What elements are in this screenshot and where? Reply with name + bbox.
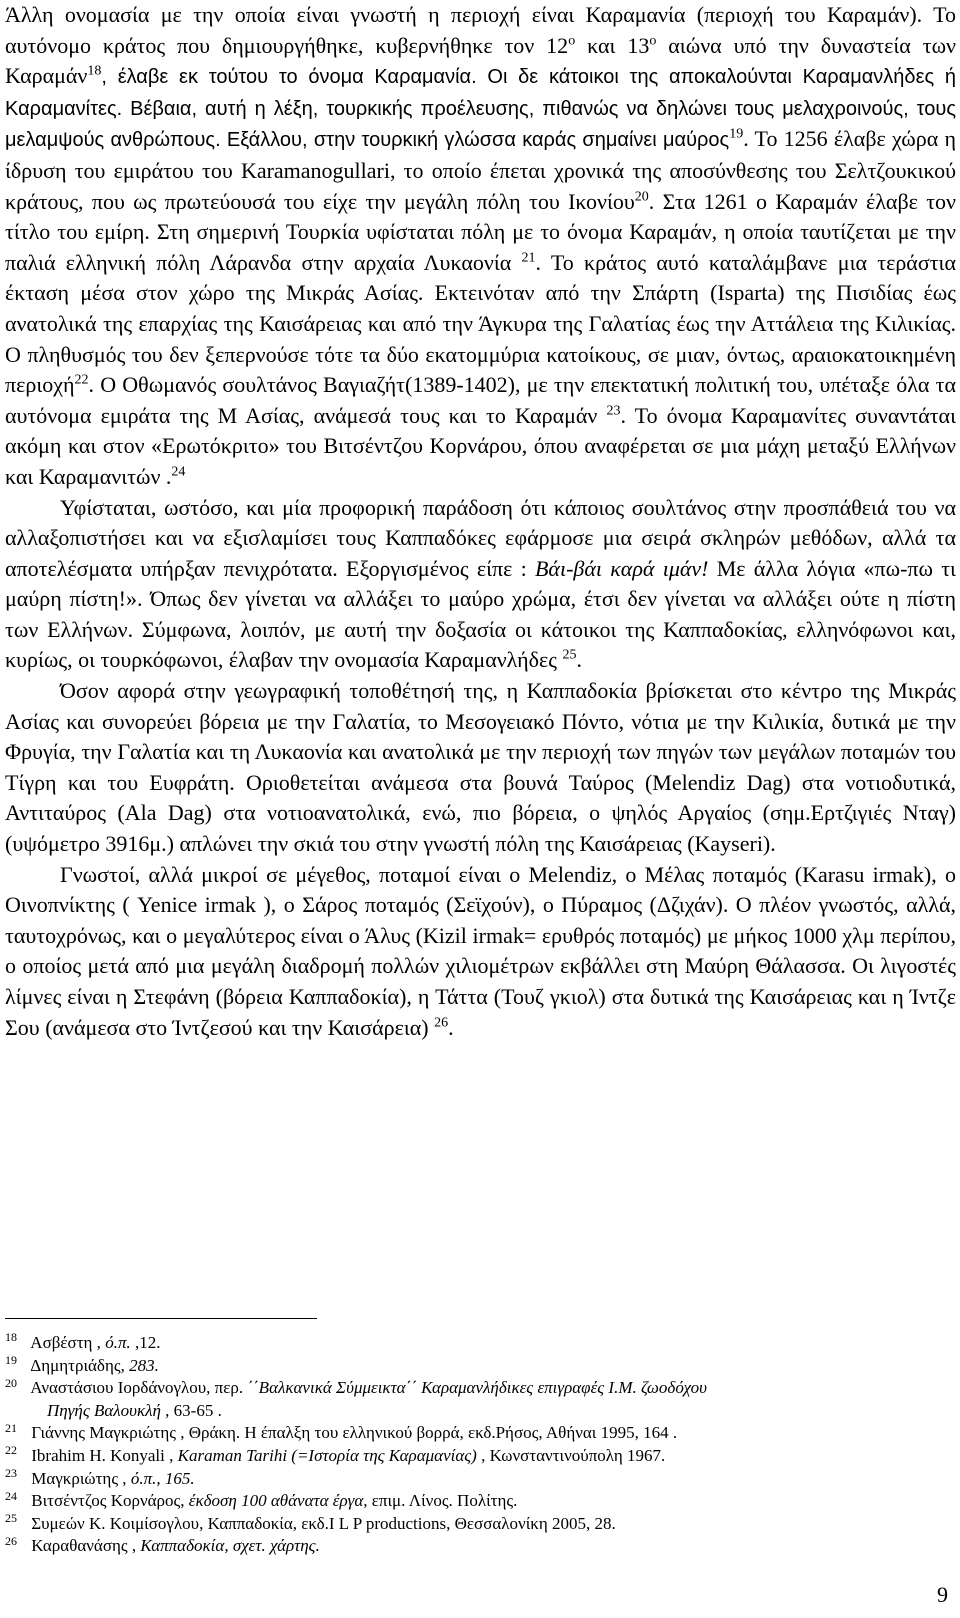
paragraph	[5, 493, 956, 677]
italic-text: Βάι-βάι καρά ιμάν!	[534, 555, 709, 581]
footnote-separator	[5, 1318, 317, 1319]
text-run: . Το όνομα Καραμανίτες συναντάται ακόμη και στον «Ερωτόκριτο» του Βιτσέντζου Κορνάρου, όπου αναφέρεται σε μια μάχη μεταξύ Ελλήνων και Καραμανιτών .	[5, 402, 957, 489]
footnote-reference: 26	[434, 1015, 449, 1031]
text-run: Ibrahim H. Konyali ,	[27, 1445, 178, 1465]
paragraph	[5, 0, 956, 493]
footnote-reference: 24	[171, 464, 186, 480]
italic-text: ό.π.	[105, 1333, 131, 1352]
footnote-reference: ο	[568, 33, 576, 49]
footnote: 20 Αναστάσιου Ιορδάνογλου, περ. ΄΄Βαλκανικά Σύμμεικτα΄΄ Καραμανλήδικες επιγραφές Ι.Μ. ζωοδόχου	[5, 1375, 707, 1398]
footnote: 19 Δημητριάδης, 283.	[5, 1352, 159, 1375]
text-run: , επιμ. Λίνος. Πολίτης.	[363, 1491, 518, 1511]
text-run: Συμεών Κ. Κοιμίσογλου, Καππαδοκία, εκδ.Ι L P productions, Θεσσαλονίκη 2005, 28.	[27, 1513, 616, 1533]
text-run: Βιτσέντζος Κορνάρος,	[27, 1491, 189, 1511]
footnote-reference: 23	[606, 403, 621, 419]
text-run: Άλλη ονομασία με την οποία είναι γνωστή η περιοχή είναι Καραμανία (περιοχή του Καραμάν). Το αυτόνομο κράτος που δημιουργήθηκε, κυβερνήθηκε τον 12	[5, 2, 956, 58]
text-run: . Το κράτος αυτό καταλάμβανε μια τεράστια έκταση μέσα στον χώρο της Μικράς Ασίας. Εκτεινόταν από την Σπάρτη (Isparta) της Πισιδίας έως ανατολικά της επαρχίας της Καισάρειας και από την Άγκυρα της Γαλατίας έως την Αττάλεια της Κιλικίας. Ο πληθυσμός του δεν ξεπερνούσε τότε τα δύο εκατομμύρια κατοίκους, σε μιαν, όντως, αραιοκατοικημένη περιοχή	[5, 249, 956, 398]
italic-text: ό.π., 165.	[130, 1468, 195, 1488]
page-number: 9	[937, 1582, 948, 1607]
text-run: και 13	[575, 32, 650, 58]
footnote-reference: 25	[562, 648, 577, 664]
footnote: 18 Ασβέστη , ό.π. ,12.	[5, 1330, 161, 1352]
text-run: Γιάννης Μαγκριώτης , Θράκη. Η έπαλξη του ελληνικού βορρά, εκδ.Ρήσος, Αθήναι 1995, 164 .	[27, 1423, 678, 1443]
text-run: Γνωστοί, αλλά μικροί σε μέγεθος, ποταμοί είναι ο Melendiz, ο Μέλας ποταμός (Karasu irmak), ο Οινοπνίκτης ( Yenice irmak ), ο Σάρος ποταμός (Σεϊχούν), ο Πύραμος (Δζιχάν). Ο πλέον γνωστός, αλλά, ταυτοχρόνως, και ο μεγαλύτερος είναι ο Άλυς (Kizil irmak= ερυθρός ποταμός) με μήκος 1000 χλμ περίπου, ο οποίος μετά από μια μεγάλη διαδρομή πολλών χιλιομέτρων εκβάλλει στη Μαύρη Θάλασσα. Οι λιγοστές λίμνες είναι η Στεφάνη (βόρεια Καππαδοκία), η Τάττα (Τουζ γκιολ) στα δυτικά της Καισάρειας και η Ίντζε Σου (ανάμεσα στο Ίντζεσού και την Καισάρεια)	[5, 861, 956, 1040]
italic-text: 283.	[129, 1355, 159, 1375]
footnote-reference: 22	[74, 372, 89, 388]
text-run: Καραθανάσης ,	[27, 1536, 141, 1556]
footnotes	[5, 1332, 945, 1558]
text-run: , Κωνσταντινούπολη 1967.	[476, 1445, 666, 1465]
footnote-reference: 20	[634, 189, 649, 205]
text-run: Όσον αφορά στην γεωγραφική τοποθέτησή της, η Καππαδοκία βρίσκεται στο κέντρο της Μικράς Ασίας και συνορεύει βόρεια με την Γαλατία, το Μεσογειακό Πόντο, νότια με την Κιλικία, δυτικά με την Φρυγία, την Γαλατία και τη Λυκαονία και ανατολικά με την περιοχή των πηγών των μεγάλων ποταμών του Τίγρη και του Ευφράτη. Οριοθετείται ανάμεσα στα βουνά Ταύρος (Melendiz Dag) στα νοτιοδυτικά, Αντιταύρος (Ala Dag) στα νοτιοανατολικά, ενώ, πιο βόρεια, ο ψηλός Αργαίος (σημ.Ερτζιγιές Νταγ) (υψόμετρο 3916μ.) απλώνει την σκιά του στην γνωστή πόλη της Καισάρειας (Kayseri).	[5, 678, 956, 857]
footnote: 23 Μαγκριώτης , ό.π., 165.	[5, 1465, 195, 1488]
text-run: .	[448, 1014, 454, 1040]
italic-text: ΄΄Βαλκανικά Σύμμεικτα΄΄ Καραμανλήδικες επιγραφές Ι.Μ. ζωοδόχου	[247, 1378, 707, 1398]
text-run: Μαγκριώτης ,	[27, 1468, 131, 1488]
text-run: . Το 1256 έλαβε χώρα η ίδρυση του εμιράτου του Karamanogullari, το οποίο έπεται χρονικά της αποσύνθεσης του Σελτζουκικού κράτους, που ως πρωτεύουσά του είχε την μεγάλη πόλη του Ικονίου	[5, 126, 956, 214]
text-run: Αναστάσιου Ιορδάνογλου, περ.	[27, 1378, 248, 1398]
text-run: . Ο Οθωμανός σουλτάνος Βαγιαζήτ(1389-1402), με την επεκτατική πολιτική του, υπέταξε όλα τα αυτόνομα εμιράτα της Μ Ασίας, ανάμεσά τους και το Καραμάν	[5, 372, 956, 428]
footnote-reference: 19	[729, 127, 744, 143]
footnote: 26 Καραθανάσης , Καππαδοκία, σχετ. χάρτης.	[5, 1533, 320, 1556]
text-run: αιώνα υπό την δυναστεία των Καραμάν	[5, 32, 957, 89]
text-run: Υφίσταται, ωστόσο, και μία προφορική παράδοση ότι κάποιος σουλτάνος στην προσπάθειά του να αλλαξοπιστήσει και να εξισλαμίσει τους Καππαδόκες εφάρμοσε μια σειρά σκληρών μεθόδων, αλλά τα αποτελέσματα υπήρξαν πενιχρότατα. Εξοργισμένος είπε :	[5, 494, 956, 581]
text-run: ,12.	[130, 1333, 161, 1352]
text-run: .	[576, 647, 582, 673]
text-run: Δημητριάδης,	[27, 1355, 130, 1375]
footnote: 24 Βιτσέντζος Κορνάρος, έκδοση 100 αθάνατα έργα, επιμ. Λίνος. Πολίτης.	[5, 1488, 518, 1511]
text-run: , έλαβε εκ τούτου το όνομα Καραμανία. Οι δε κάτοικοι της αποκαλούνται Καραμανλήδες ή Καραμανίτες. Βέβαια, αυτή η λέξη, τουρκικής προέλευσης, πιθανώς να δηλώνει τους μελαχροινούς, τους μελαμψούς ανθρώπους. Εξάλλου, στην τουρκική γλώσσα καράς σημαίνει μαύρος	[5, 66, 956, 152]
text-run: Με άλλα λόγια «πω-πω τι μαύρη πίστη!». Όπως δεν γίνεται να αλλάξει το μαύρο χρώμα, έτσι δεν γίνεται να αλλάξει ούτε η πίστη των Ελλήνων. Σύμφωνα, λοιπόν, με αυτή την δοξασία οι κάτοικοι της Καππαδοκίας, ελληνόφωνοι και, κυρίως, οι τουρκόφωνοι, έλαβαν την ονομασία Καραμανλήδες	[5, 555, 956, 673]
italic-text: Πηγής Βαλουκλή	[47, 1400, 161, 1420]
italic-text: Καππαδοκία, σχετ. χάρτης.	[140, 1536, 320, 1556]
footnote: 21 Γιάννης Μαγκριώτης , Θράκη. Η έπαλξη του ελληνικού βορρά, εκδ.Ρήσος, Αθήναι 1995, 164 .	[5, 1420, 678, 1443]
italic-text: έκδοση 100 αθάνατα έργα	[188, 1491, 364, 1511]
footnote-continuation	[5, 1400, 945, 1423]
footnote-reference: 18	[87, 63, 102, 79]
paragraph	[5, 860, 956, 1044]
body-text	[5, 0, 956, 1043]
footnote-reference: ο	[649, 33, 657, 49]
italic-text: Karaman Tarihi (=Ιστορία της Καραμανίας)	[177, 1445, 477, 1465]
footnote-reference: 21	[521, 250, 536, 266]
text-run: Ασβέστη ,	[27, 1333, 106, 1352]
text-run: , 63-65 .	[160, 1400, 222, 1420]
footnote: 22 Ibrahim H. Konyali , Karaman Tarihi (=Ιστορία της Καραμανίας) , Κωνσταντινούπολη 1967.	[5, 1443, 666, 1465]
paragraph	[5, 676, 956, 860]
footnote: 25 Συμεών Κ. Κοιμίσογλου, Καππαδοκία, εκδ.Ι L P productions, Θεσσαλονίκη 2005, 28.	[5, 1511, 616, 1533]
text-run: . Στα 1261 ο Καραμάν έλαβε τον τίτλο του εμίρη. Στη σημερινή Τουρκία υφίσταται πόλη με το όνομα Καραμάν, η οποία ταυτίζεται με την παλιά ελληνική πόλη Λάρανδα στην αρχαία Λυκαονία	[5, 188, 956, 275]
